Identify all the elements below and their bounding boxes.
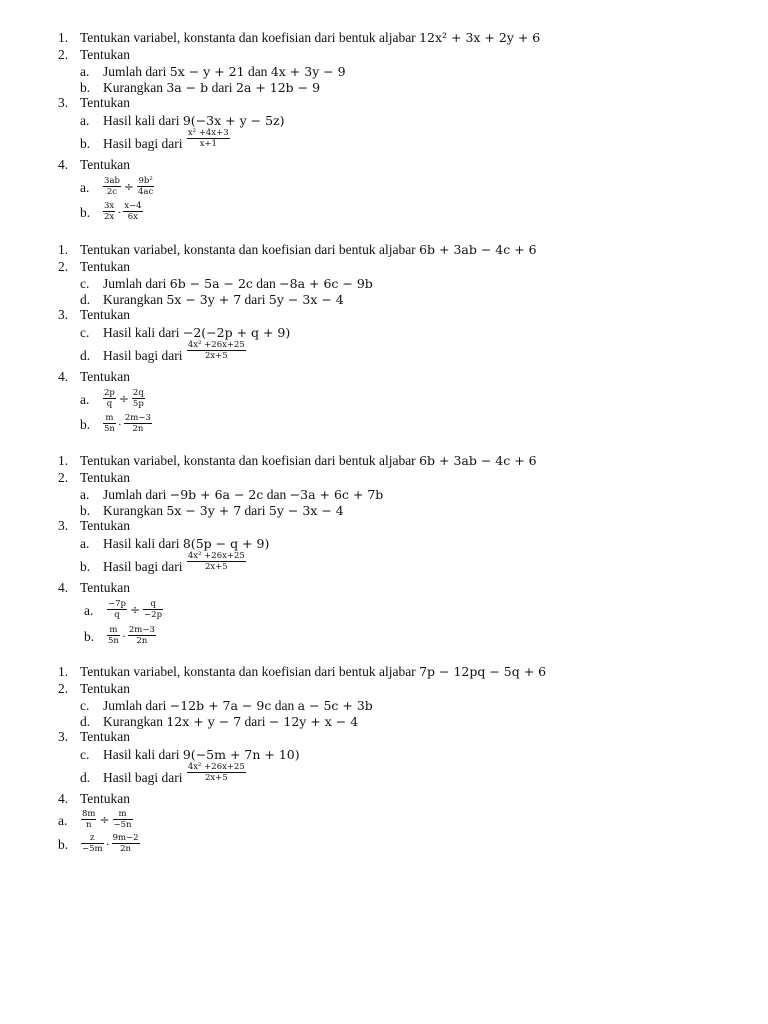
- operator: ·: [117, 416, 122, 431]
- math-expression: −8a + 6c − 9b: [279, 276, 373, 291]
- sub-item: [80, 80, 321, 96]
- question-4: [58, 157, 131, 173]
- fraction: [103, 413, 116, 434]
- math-expression: 8(5p − q + 9): [182, 536, 270, 551]
- math-expression: −2(−2p + q + 9): [182, 325, 291, 340]
- sub-text: Hasil kali dari: [103, 325, 180, 340]
- question-4: [58, 369, 131, 385]
- question-1: [58, 453, 537, 469]
- sub-item: [80, 487, 384, 503]
- question-text: Tentukan variabel, konstanta dan koefisian dari bentuk aljabar: [80, 242, 416, 257]
- sub-item: [80, 176, 154, 197]
- connector-text: dari: [244, 503, 266, 518]
- fraction: [81, 833, 104, 854]
- connector-text: dan: [256, 276, 276, 291]
- fraction-denominator: −2p: [144, 610, 163, 620]
- sub-item: [58, 809, 132, 830]
- fraction-denominator: 2c: [106, 187, 118, 197]
- fraction-denominator: 2n: [132, 424, 144, 434]
- connector-text: dan: [247, 64, 268, 79]
- fraction-numerator: 2m−3: [128, 625, 155, 635]
- question-2: [58, 47, 131, 63]
- operator: ·: [105, 836, 110, 851]
- math-expression: 3a − b: [166, 80, 209, 95]
- math-expression: 5x − 3y + 7: [166, 503, 242, 518]
- question-1: [58, 30, 541, 46]
- sub-item: [80, 714, 359, 730]
- question-4: [58, 791, 131, 807]
- math-expression: 12x + y − 7: [166, 714, 242, 729]
- fraction-numerator: 8m: [82, 809, 96, 819]
- question-title: Tentukan: [80, 791, 131, 806]
- math-expression: 4x + 3y − 9: [270, 64, 346, 79]
- math-expression: −9b + 6a − 2c: [169, 487, 264, 502]
- sub-letter: a.: [80, 487, 90, 502]
- math-expression: − 12y + x − 4: [268, 714, 359, 729]
- operator: ÷: [99, 812, 110, 827]
- question-text: Tentukan variabel, konstanta dan koefisian dari bentuk aljabar: [80, 453, 416, 468]
- sub-letter: d.: [80, 348, 91, 363]
- item-number: 1.: [58, 453, 69, 468]
- sub-item: [80, 113, 285, 129]
- sub-letter: d.: [80, 292, 91, 307]
- question-title: Tentukan: [80, 157, 131, 172]
- sub-item: [80, 128, 229, 152]
- sub-letter: b.: [80, 136, 91, 151]
- sub-letter: b.: [80, 205, 91, 220]
- question-3: [58, 95, 131, 111]
- fraction-numerator: −7p: [108, 599, 126, 609]
- sub-letter: a.: [80, 113, 90, 128]
- fraction: [107, 599, 127, 620]
- fraction-denominator: 2x+5: [204, 773, 228, 784]
- sub-text: Kurangkan: [103, 292, 163, 307]
- fraction-numerator: 4x² +26x+25: [187, 762, 245, 773]
- fraction-denominator: 2x+5: [204, 351, 228, 362]
- item-number: 4.: [58, 580, 69, 595]
- fraction: [112, 833, 140, 854]
- math-expression: 9(−5m + 7n + 10): [182, 747, 300, 762]
- sub-item: [80, 340, 245, 364]
- fraction: [187, 340, 246, 361]
- item-number: 3.: [58, 95, 69, 110]
- fraction-numerator: q: [143, 599, 163, 610]
- operator: ÷: [129, 602, 141, 617]
- math-expression: 9(−3x + y − 5z): [182, 113, 285, 128]
- fraction: [124, 413, 152, 434]
- sub-text: Hasil bagi dari: [103, 348, 183, 363]
- fraction-numerator: 2p: [104, 388, 115, 398]
- sub-letter: c.: [80, 747, 90, 762]
- sub-text: Hasil bagi dari: [103, 559, 183, 574]
- math-expression: a − 5c + 3b: [297, 698, 373, 713]
- sub-text: Kurangkan: [103, 714, 163, 729]
- item-number: 2.: [58, 259, 69, 274]
- question-text: Tentukan variabel, konstanta dan koefisian dari bentuk aljabar: [80, 30, 416, 45]
- fraction-denominator: −5m: [82, 844, 103, 854]
- fraction-denominator: 2n: [136, 636, 148, 646]
- sub-letter: d.: [80, 714, 91, 729]
- sub-item: [80, 536, 270, 552]
- fraction-denominator: 5n: [104, 424, 115, 434]
- sub-text: Jumlah dari: [103, 487, 167, 502]
- sub-letter: a.: [80, 536, 90, 551]
- fraction-numerator: 9m−2: [112, 833, 139, 843]
- sub-text: Kurangkan: [103, 80, 163, 95]
- question-title: Tentukan: [80, 95, 131, 110]
- fraction-denominator: 6x: [127, 212, 138, 222]
- fraction-numerator: 4x² +26x+25: [187, 340, 245, 351]
- fraction-denominator: 5p: [132, 399, 144, 409]
- connector-text: dan: [274, 698, 295, 713]
- question-2: [58, 470, 131, 486]
- sub-letter: b.: [80, 80, 91, 95]
- fraction-denominator: 4ac: [137, 187, 154, 197]
- fraction-denominator: q: [114, 610, 120, 620]
- question-3: [58, 729, 131, 745]
- item-number: 4.: [58, 369, 69, 384]
- sub-text: Hasil kali dari: [103, 113, 180, 128]
- question-title: Tentukan: [80, 729, 131, 744]
- item-number: 3.: [58, 729, 69, 744]
- question-title: Tentukan: [80, 259, 131, 274]
- fraction-numerator: 2q: [132, 388, 144, 398]
- item-number: 2.: [58, 681, 69, 696]
- question-text: Tentukan variabel, konstanta dan koefisian dari bentuk aljabar: [80, 664, 416, 679]
- sub-item: [80, 747, 300, 763]
- sub-item: [80, 64, 346, 80]
- fraction-numerator: 2m−3: [124, 413, 151, 423]
- sub-letter: b.: [58, 837, 69, 852]
- sub-item: [80, 551, 245, 575]
- fraction-denominator: 5n: [108, 636, 119, 646]
- operator: ·: [121, 628, 126, 643]
- fraction: [187, 128, 230, 149]
- sub-letter: b.: [80, 559, 91, 574]
- sub-letter: a.: [80, 392, 90, 407]
- item-number: 1.: [58, 664, 69, 679]
- sub-text: Hasil bagi dari: [103, 770, 183, 785]
- fraction: [113, 809, 133, 830]
- fraction-denominator: −5n: [113, 820, 132, 830]
- sub-letter: a.: [58, 813, 68, 828]
- sub-text: Hasil kali dari: [103, 536, 180, 551]
- question-2: [58, 681, 131, 697]
- math-expression: 5y − 3x − 4: [268, 292, 344, 307]
- fraction: [103, 201, 115, 222]
- math-expression: 7p − 12pq − 5q + 6: [419, 664, 547, 679]
- fraction: [143, 599, 163, 620]
- fraction: [187, 762, 246, 783]
- fraction-denominator: 2x+5: [204, 562, 228, 573]
- fraction-denominator: 2n: [120, 844, 132, 854]
- fraction-numerator: m: [113, 809, 133, 820]
- sub-letter: a.: [80, 180, 90, 195]
- sub-item: [80, 413, 151, 434]
- item-number: 1.: [58, 242, 69, 257]
- fraction: [137, 176, 154, 197]
- fraction-denominator: 2x: [104, 212, 115, 222]
- fraction: [103, 388, 116, 409]
- connector-text: dari: [244, 714, 266, 729]
- math-expression: 6b − 5a − 2c: [169, 276, 253, 291]
- fraction: [81, 809, 96, 830]
- question-4: [58, 580, 131, 596]
- fraction-numerator: 3x: [104, 201, 115, 211]
- fraction-numerator: 3ab: [104, 176, 120, 186]
- math-expression: 6b + 3ab − 4c + 6: [419, 242, 537, 257]
- operator: ·: [117, 204, 122, 219]
- connector-text: dari: [244, 292, 266, 307]
- item-number: 3.: [58, 518, 69, 533]
- fraction: [187, 551, 246, 572]
- sub-item: [80, 276, 373, 292]
- item-number: 2.: [58, 47, 69, 62]
- sub-item: [58, 833, 139, 854]
- item-number: 4.: [58, 791, 69, 806]
- fraction-numerator: 9b²: [138, 176, 153, 186]
- question-title: Tentukan: [80, 681, 131, 696]
- question-3: [58, 518, 131, 534]
- question-1: [58, 242, 537, 258]
- sub-letter: c.: [80, 698, 90, 713]
- connector-text: dan: [266, 487, 287, 502]
- sub-item: [80, 503, 344, 519]
- question-title: Tentukan: [80, 518, 131, 533]
- item-number: 4.: [58, 157, 69, 172]
- fraction-denominator: n: [85, 820, 92, 830]
- sub-item: [80, 388, 144, 409]
- fraction: [123, 201, 142, 222]
- fraction-numerator: m: [107, 625, 120, 636]
- math-expression: 12x² + 3x + 2y + 6: [419, 30, 541, 45]
- sub-letter: a.: [80, 64, 90, 79]
- operator: ÷: [118, 391, 129, 406]
- item-number: 2.: [58, 470, 69, 485]
- fraction: [103, 176, 121, 197]
- fraction-denominator: q: [106, 399, 113, 409]
- question-title: Tentukan: [80, 580, 131, 595]
- math-expression: 6b + 3ab − 4c + 6: [419, 453, 537, 468]
- fraction-numerator: z: [81, 833, 104, 844]
- question-1: [58, 664, 547, 680]
- math-expression: 2a + 12b − 9: [235, 80, 321, 95]
- sub-text: Jumlah dari: [103, 698, 167, 713]
- math-expression: 5x − y + 21: [169, 64, 245, 79]
- sub-item: [80, 698, 373, 714]
- sub-text: Hasil kali dari: [103, 747, 180, 762]
- question-3: [58, 307, 131, 323]
- sub-letter: c.: [80, 325, 90, 340]
- connector-text: dari: [211, 80, 233, 95]
- fraction: [107, 625, 120, 646]
- sub-item: [84, 599, 163, 620]
- fraction: [128, 625, 156, 646]
- fraction: [132, 388, 145, 409]
- sub-letter: c.: [80, 276, 90, 291]
- question-title: Tentukan: [80, 307, 131, 322]
- sub-letter: a.: [84, 603, 94, 618]
- question-title: Tentukan: [80, 369, 131, 384]
- math-expression: −12b + 7a − 9c: [169, 698, 272, 713]
- fraction-numerator: 4x² +26x+25: [187, 551, 245, 562]
- sub-text: Hasil bagi dari: [103, 136, 183, 151]
- sub-letter: b.: [80, 417, 91, 432]
- math-expression: 5x − 3y + 7: [166, 292, 242, 307]
- operator: ÷: [123, 179, 134, 194]
- math-expression: 5y − 3x − 4: [268, 503, 344, 518]
- question-title: Tentukan: [80, 470, 131, 485]
- item-number: 3.: [58, 307, 69, 322]
- sub-item: [80, 325, 291, 341]
- item-number: 1.: [58, 30, 69, 45]
- question-title: Tentukan: [80, 47, 131, 62]
- sub-letter: d.: [80, 770, 91, 785]
- fraction-numerator: x² +4x+3: [187, 128, 229, 139]
- sub-item: [84, 625, 155, 646]
- sub-text: Jumlah dari: [103, 276, 167, 291]
- sub-letter: b.: [84, 629, 95, 644]
- question-2: [58, 259, 131, 275]
- math-expression: −3a + 6c + 7b: [289, 487, 384, 502]
- sub-item: [80, 292, 344, 308]
- sub-item: [80, 762, 245, 786]
- fraction-denominator: x+1: [199, 139, 217, 150]
- sub-text: Jumlah dari: [103, 64, 167, 79]
- fraction-numerator: m: [103, 413, 116, 424]
- fraction-numerator: x−4: [124, 201, 142, 211]
- sub-letter: b.: [80, 503, 91, 518]
- sub-item: [80, 201, 142, 222]
- sub-text: Kurangkan: [103, 503, 163, 518]
